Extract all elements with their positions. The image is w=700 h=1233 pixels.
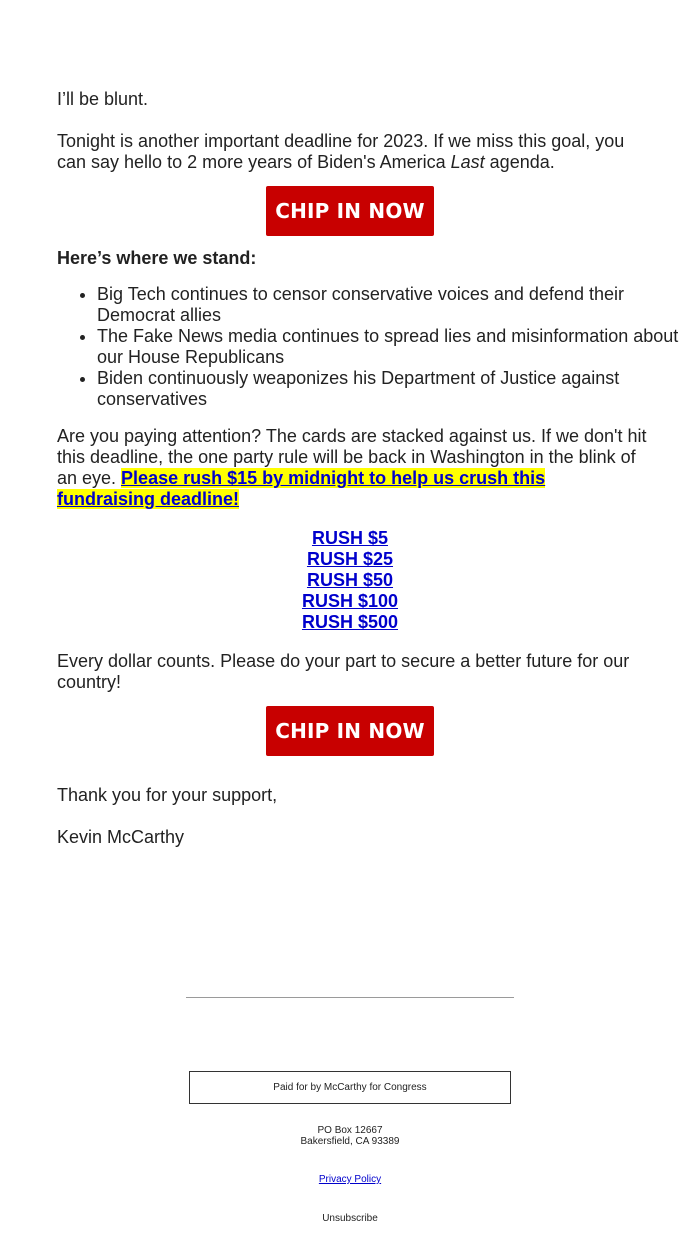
signature-text: Kevin McCarthy (57, 827, 185, 847)
intro-text-before: Tonight is another important deadline for 2023. If we miss this goal, you can say hello to 2 more years of Biden's America (57, 131, 625, 172)
every-dollar-paragraph: Every dollar counts. Please do your part to secure a better future for our country! (57, 651, 630, 692)
attention-paragraph (57, 426, 647, 510)
rush-25-link[interactable]: RUSH $25 (306, 549, 394, 569)
unsubscribe-link[interactable]: Unsubscribe (322, 1213, 378, 1224)
stand-heading: Here’s where we stand: (57, 248, 257, 268)
rush-500-link[interactable]: RUSH $500 (301, 612, 399, 632)
chip-in-now-button-top[interactable]: CHIP IN NOW (266, 186, 434, 236)
chip-in-now-button-bottom[interactable]: CHIP IN NOW (266, 706, 434, 756)
bullet-list (57, 284, 687, 410)
address-line-1: PO Box 12667 (317, 1125, 383, 1136)
rush-100-link[interactable]: RUSH $100 (301, 591, 399, 611)
privacy-policy-link[interactable]: Privacy Policy (318, 1174, 382, 1185)
rush-50-link[interactable]: RUSH $50 (306, 570, 394, 590)
rush-links-list (57, 528, 643, 633)
intro-text-after: agenda. (484, 152, 555, 172)
privacy-policy-row (0, 1174, 700, 1185)
footer-divider (186, 997, 514, 998)
intro-emphasis: Last (450, 152, 485, 172)
list-item: • Big Tech continues to censor conservative voices and defend their Democrat allies (97, 284, 687, 326)
rush-15-link[interactable]: Please rush $15 by midnight to help us crush this fundraising deadline! (57, 468, 546, 509)
intro-paragraph (57, 131, 647, 173)
list-item: • The Fake News media continues to spread lies and misinformation about our House Republicans (97, 326, 687, 368)
list-item: • Biden continuously weaponizes his Department of Justice against conservatives (97, 368, 687, 410)
mailing-address (0, 1125, 700, 1147)
rush-5-link[interactable]: RUSH $5 (311, 528, 389, 548)
unsubscribe-row (0, 1213, 700, 1224)
greeting-text: I’ll be blunt. (57, 89, 149, 109)
paid-for-box: Paid for by McCarthy for Congress (189, 1071, 511, 1104)
thanks-text: Thank you for your support, (57, 785, 278, 805)
attention-text: Are you paying attention? The cards are stacked against us. If we don't hit this deadline, the one party rule will be back in Washington in the blink of an eye. (57, 426, 647, 488)
address-line-2: Bakersfield, CA 93389 (300, 1136, 400, 1147)
